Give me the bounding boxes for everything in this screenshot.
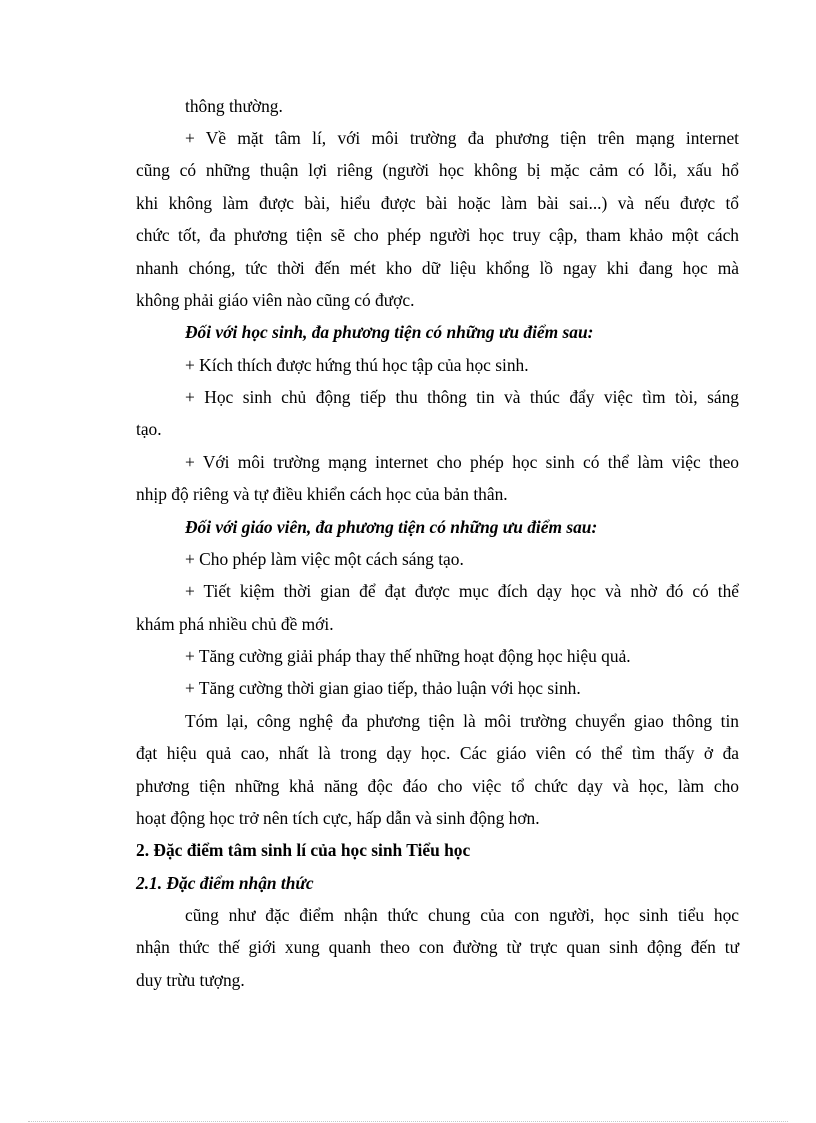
text-line: đạt hiệu quả cao, nhất là trong dạy học. Các giáo viên có thể tìm thấy ở đa xyxy=(136,743,739,763)
bullet-line: + Tiết kiệm thời gian để đạt được mục đích dạy học và nhờ đó có thể xyxy=(185,581,739,601)
bullet-line: + Học sinh chủ động tiếp thu thông tin và thúc đẩy việc tìm tòi, sáng xyxy=(185,387,739,407)
text-line: duy trừu tượng. xyxy=(136,970,245,990)
text-line: khám phá nhiều chủ đề mới. xyxy=(136,614,334,634)
page-bottom-rule xyxy=(28,1121,788,1122)
subheading-teachers: Đối với giáo viên, đa phương tiện có những ưu điểm sau: xyxy=(185,517,598,537)
bullet-line: + Kích thích được hứng thú học tập của học sinh. xyxy=(185,355,529,375)
bullet-line: + Cho phép làm việc một cách sáng tạo. xyxy=(185,549,464,569)
text-line: nhận thức thế giới xung quanh theo con đường từ trực quan sinh động đến tư xyxy=(136,937,739,957)
text-line: Tóm lại, công nghệ đa phương tiện là môi trường chuyển giao thông tin xyxy=(185,711,739,731)
text-line: cũng như đặc điểm nhận thức chung của con người, học sinh tiểu học xyxy=(185,905,739,925)
bullet-line: + Tăng cường giải pháp thay thế những hoạt động học hiệu quả. xyxy=(185,646,631,666)
text-line: nhịp độ riêng và tự điều khiển cách học của bản thân. xyxy=(136,484,508,504)
section-heading: 2. Đặc điểm tâm sinh lí của học sinh Tiểu học xyxy=(136,840,471,860)
text-line: cũng có những thuận lợi riêng (người học không bị mặc cảm có lỗi, xấu hổ xyxy=(136,160,739,180)
text-line: + Về mặt tâm lí, với môi trường đa phương tiện trên mạng internet xyxy=(185,128,739,148)
text-line: nhanh chóng, tức thời đến mét kho dữ liệu khổng lồ ngay khi đang học mà xyxy=(136,258,739,278)
text-line: tạo. xyxy=(136,419,162,439)
text-line: hoạt động học trở nên tích cực, hấp dẫn và sinh động hơn. xyxy=(136,808,540,828)
text-line: phương tiện những khả năng độc đáo cho việc tổ chức dạy và học, làm cho xyxy=(136,776,739,796)
bullet-line: + Tăng cường thời gian giao tiếp, thảo luận với học sinh. xyxy=(185,678,581,698)
subheading-students: Đối với học sinh, đa phương tiện có những ưu điểm sau: xyxy=(185,322,594,342)
text-line: không phải giáo viên nào cũng có được. xyxy=(136,290,415,310)
subsection-heading: 2.1. Đặc điểm nhận thức xyxy=(136,873,314,893)
text-line: khi không làm được bài, hiểu được bài hoặc làm bài sai...) và nếu được tổ xyxy=(136,193,739,213)
text-line: thông thường. xyxy=(185,96,283,116)
bullet-line: + Với môi trường mạng internet cho phép học sinh có thể làm việc theo xyxy=(185,452,739,472)
text-line: chức tốt, đa phương tiện sẽ cho phép người học truy cập, tham khảo một cách xyxy=(136,225,739,245)
